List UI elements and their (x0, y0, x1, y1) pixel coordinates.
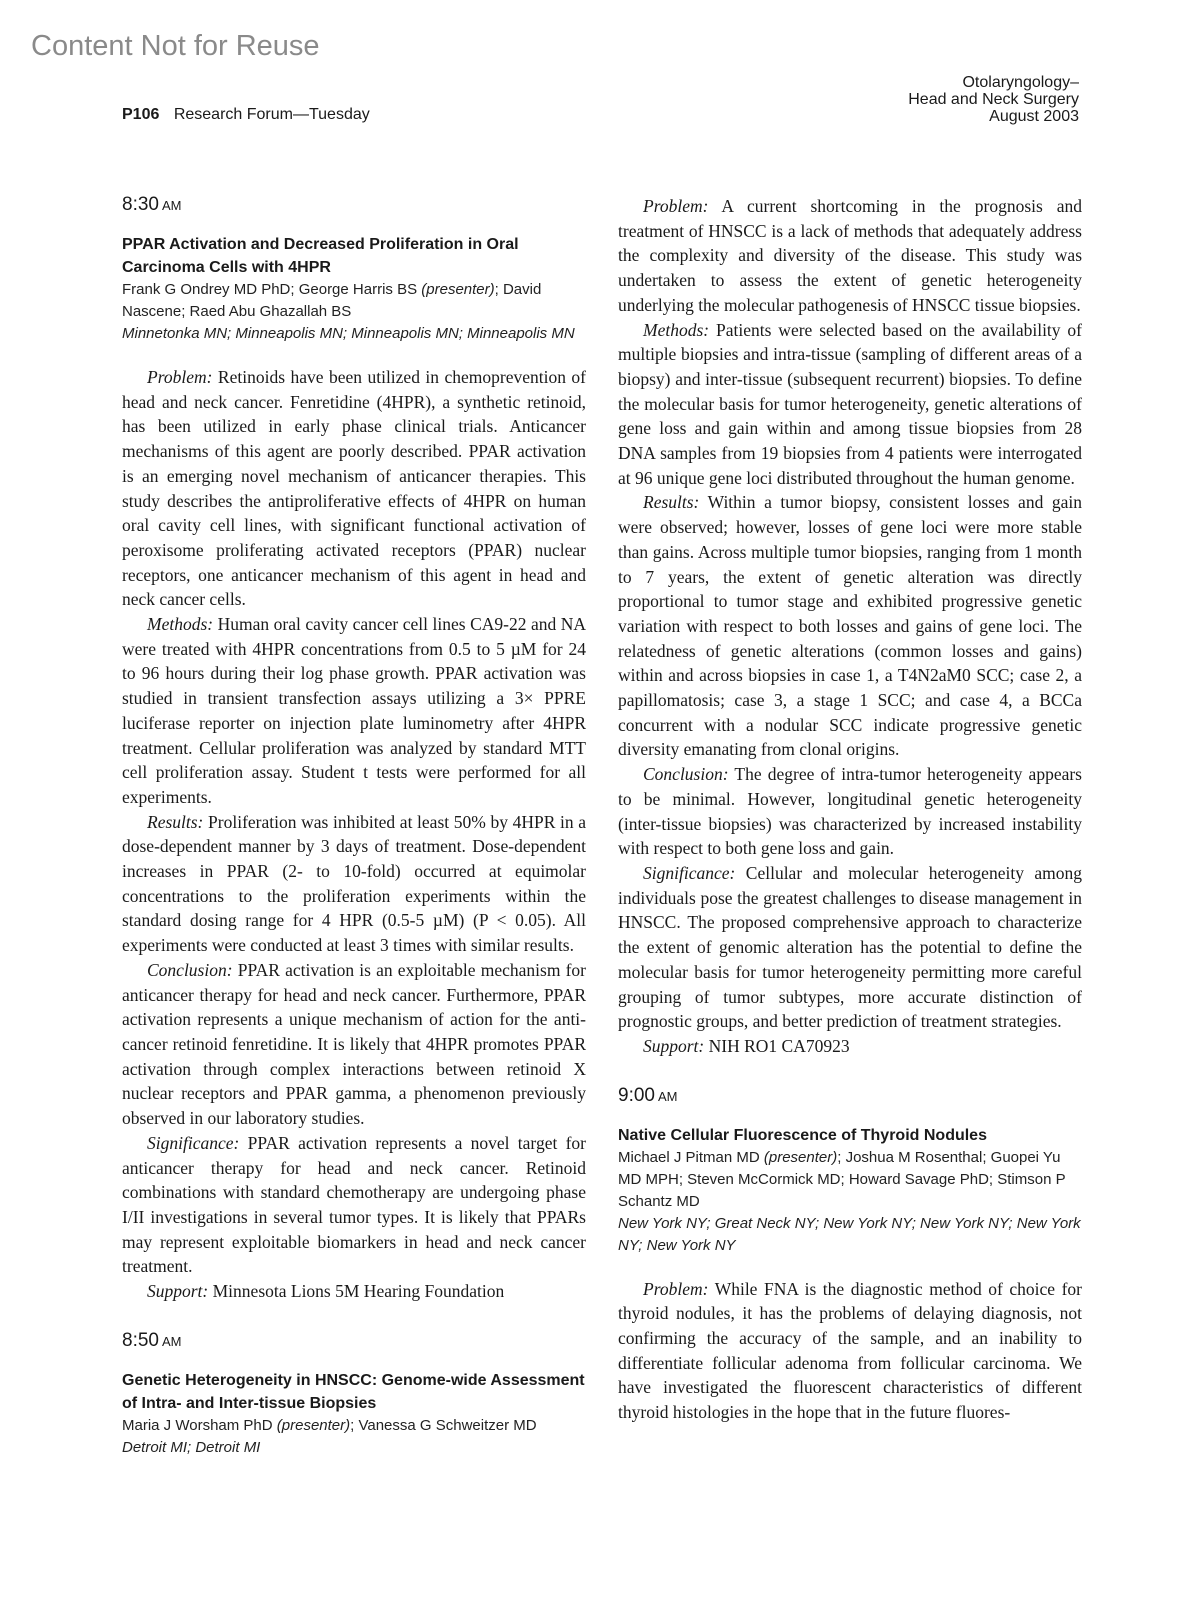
abstract-results: Results: Within a tumor biopsy, consistent losses and gain were observed; however, losses of gene loci were more stable than gains. Across multiple tumor biopsies, ranging from 1 month to 7 years, the extent of genetic alteration was directly proportional to tumor stage and exhibited progressive genetic variation with respect to both losses and gains of gene loci. The relatedness of genetic alterations (common losses and gains) within and across biopsies in case 1, a T4N2aM0 SCC; case 2, a papillomatosis; case 3, a stage 1 SCC; and case 4, a BCCa concurrent with a nodular SCC indicate progressive genetic diversity emanating from clonal origins. (618, 492, 1082, 760)
session-time: 9:00 AM (618, 1084, 678, 1106)
abstract-problem: Problem: Retinoids have been utilized in chemoprevention of head and neck cancer. Fenretidine (4HPR), a synthetic retinoid, has been utilized in early phase clinical trials. Anticancer mechanisms of this agent are poorly described. PPAR activation is an emerging novel mechanism of anticancer therapies. This study describes the antiproliferative effects of 4HPR on human oral cavity cell lines, with significant functional activation of peroxisome proliferating activated receptors (PPAR) nuclear receptors, one anticancer mechanism of this agent in head and neck cancer cells. (122, 367, 587, 610)
abstract-support: Support: Minnesota Lions 5M Hearing Foundation (147, 1281, 505, 1302)
abstract-title: Native Cellular Fluorescence of Thyroid Nodules (618, 1126, 987, 1144)
abstract-support: Support: NIH RO1 CA70923 (643, 1035, 850, 1056)
watermark: Content Not for Reuse (31, 30, 320, 62)
running-header-right (908, 74, 1079, 125)
abstract-significance: Significance: PPAR activation represents a novel target for anticancer therapy for head and neck cancer. Retinoid combinations with standard chemotherapy are undergoing phase I/II investigations in several tumor types. It is likely that PPARs may represent exploitable biomarkers in head and neck cancer treatment. (122, 1132, 587, 1277)
page-number: P106 (122, 106, 160, 123)
running-header-left (122, 106, 370, 124)
abstract-affiliations: New York NY; Great Neck NY; New York NY; New York NY; New York NY; New York NY (618, 1214, 1081, 1254)
abstract-conclusion: Conclusion: The degree of intra-tumor heterogeneity appears to be minimal. However, longitudinal genetic heterogeneity (inter-tissue biopsies) was characterized by increased instability with respect to both gene loss and gain. (618, 764, 1082, 859)
abstract-thyroid (618, 1085, 1082, 1425)
abstract-authors: Frank G Ondrey MD PhD; George Harris BS (presenter); David Nascene; Raed Abu Ghazallah BS (122, 281, 542, 320)
abstract-affiliations: Minnetonka MN; Minneapolis MN; Minneapolis MN; Minneapolis MN (122, 325, 575, 342)
journal-name-line1: Otolaryngology– (962, 74, 1079, 91)
abstract-problem: Problem: A current shortcoming in the prognosis and treatment of HNSCC is a lack of methods that adequately address the complexity and diversity of the disease. This study was undertaken to assess the extent of genetic heterogeneity underlying the molecular pathogenesis of HNSCC tissue biopsies. (618, 196, 1082, 315)
abstract-problem: Problem: While FNA is the diagnostic method of choice for thyroid nodules, it has the problems of delaying diagnosis, not confirming the accuracy of the sample, and an inability to differentiate follicular adenoma from follicular carcinoma. We have investigated the fluorescent characteristics of different thyroid histologies in the hope that in the future fluores- (618, 1278, 1082, 1423)
abstract-affiliations: Detroit MI; Detroit MI (122, 1438, 261, 1456)
journal-name-line2: Head and Neck Surgery (908, 91, 1079, 108)
abstract-results: Results: Proliferation was inhibited at least 50% by 4HPR in a dose-dependent manner by 3 days of treatment. Dose-dependent increases in PPAR (2- to 10-fold) occurred at equimolar concentrations to the proliferation experiments within the standard dosing range for 4 HPR (0.5-5 µM) (P < 0.05). All experiments were conducted at least 3 times with similar results. (122, 811, 587, 956)
abstract-methods: Methods: Human oral cavity cancer cell lines CA9-22 and NA were treated with 4HPR concentrations from 0.5 to 5 µM for 24 to 96 hours during their log phase growth. PPAR activation was studied in transient transfection assays utilizing a 3× PPRE luciferase reporter on injection plate luminometry after 4HPR treatment. Cellular proliferation was analyzed by standard MTT cell proliferation assay. Student t tests were performed for all experiments. (122, 614, 587, 807)
session-time: 8:30 AM (122, 194, 182, 215)
session-time: 8:50 AM (122, 1329, 182, 1351)
right-column (618, 194, 1082, 1425)
abstract-authors: Michael J Pitman MD (presenter); Joshua M Rosenthal; Guopei Yu MD MPH; Steven McCormick MD; Howard Savage PhD; Stimson P Schantz MD (618, 1148, 1066, 1210)
abstract-heterogeneity-body (618, 194, 1082, 1059)
abstract-methods: Methods: Patients were selected based on the availability of multiple biopsies and intra-tissue (sampling of different areas of a biopsy) and inter-tissue (subsequent recurrent) biopsies. To define the molecular basis for tumor heterogeneity, genetic alterations of gene loss and gain within and among tissue biopsies from 28 DNA samples from 19 biopsies from 4 patients were interrogated at 96 unique gene loci distributed throughout the human genome. (618, 319, 1083, 488)
abstract-title: Genetic Heterogeneity in HNSCC: Genome-wide Assessment of Intra- and Inter-tissue Biopsies (122, 1371, 585, 1412)
abstract-title: PPAR Activation and Decreased Proliferation in Oral Carcinoma Cells with 4HPR (122, 236, 519, 276)
abstract-authors: Maria J Worsham PhD (presenter); Vanessa G Schweitzer MD (122, 1416, 537, 1434)
abstract-ppar (122, 194, 586, 1304)
abstract-heterogeneity-header (122, 1330, 586, 1459)
left-column (122, 194, 586, 1479)
abstract-conclusion: Conclusion: PPAR activation is an exploitable mechanism for anticancer therapy for head and neck cancer. Furthermore, PPAR activation represents a unique mechanism of action for the anti-cancer retinoid fenretidine. It is likely that 4HPR promotes PPAR activation through complex interactions between retinoid X nuclear receptors and PPAR gamma, a phenomenon previously observed in our laboratory studies. (122, 959, 587, 1129)
issue-date: August 2003 (989, 108, 1079, 125)
section-name: Research Forum—Tuesday (173, 106, 370, 123)
abstract-significance: Significance: Cellular and molecular heterogeneity among individuals pose the greatest challenges to disease management in HNSCC. The proposed comprehensive approach to characterize the extent of genomic alteration has the potential to define the molecular basis for tumor heterogeneity permitting more careful grouping of tumor subtypes, more accurate distinction of prognostic groups, and better prediction of treatment strategies. (618, 862, 1083, 1032)
